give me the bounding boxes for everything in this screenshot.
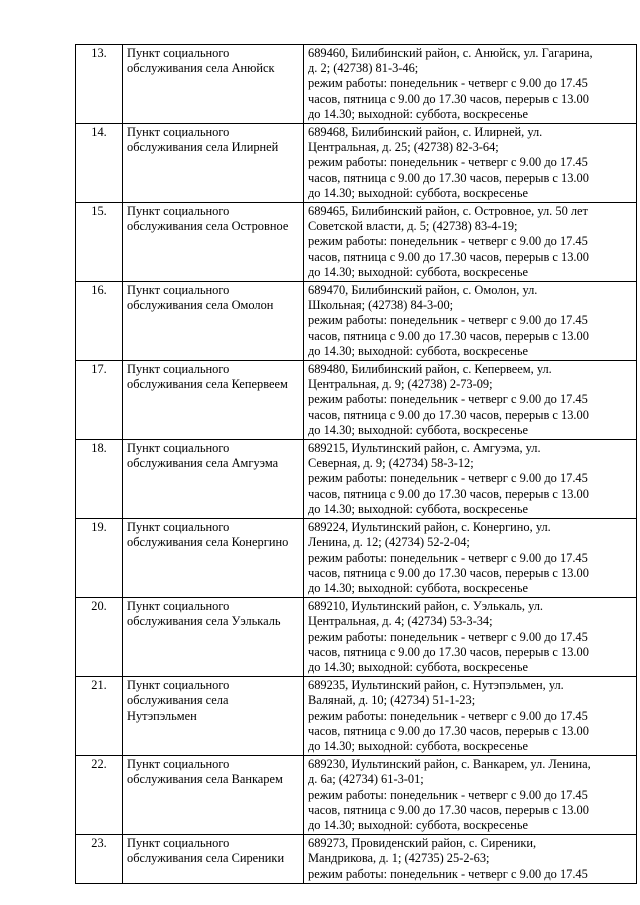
service-point-name-cell: [123, 598, 304, 677]
address-line: 689273, Провиденский район, с. Сиреники,: [308, 836, 537, 851]
table-body: [76, 45, 637, 884]
schedule-line: режим работы: понедельник - четверг с 9.00 до 17.45: [308, 471, 588, 486]
schedule-line: до 14.30; выходной: суббота, воскресенье: [308, 738, 529, 753]
schedule-line: часов, пятница с 9.00 до 17.30 часов, перерыв с 13.00: [308, 328, 589, 343]
row-number: 15.: [91, 204, 107, 219]
service-point-name: Пункт социального обслуживания села Нутэпэльмен: [127, 678, 230, 723]
contact-info-cell: [304, 756, 637, 835]
address-line: д. 6а; (42734) 61-3-01;: [308, 772, 424, 787]
table-row: [76, 361, 637, 440]
address-line: Центральная, д. 4; (42734) 53-3-34;: [308, 614, 493, 629]
address-line: 689465, Билибинский район, с. Островное, ул. 50 лет: [308, 204, 588, 219]
schedule-line: часов, пятница с 9.00 до 17.30 часов, перерыв с 13.00: [308, 249, 589, 264]
contact-info-cell: [304, 519, 637, 598]
contact-info-cell: [304, 203, 637, 282]
address-line: 689230, Иультинский район, с. Ванкарем, ул. Ленина,: [308, 757, 591, 772]
row-number: 13.: [91, 46, 107, 60]
service-point-name-cell: [123, 756, 304, 835]
service-points-table: [75, 44, 637, 884]
service-point-name: Пункт социального обслуживания села Амгуэма: [127, 441, 279, 471]
schedule-line: режим работы: понедельник - четверг с 9.00 до 17.45: [308, 708, 588, 723]
service-point-name-cell: [123, 282, 304, 361]
service-point-name: Пункт социального обслуживания села Кепервеем: [127, 362, 288, 392]
contact-info-cell: [304, 677, 637, 756]
schedule-line: режим работы: понедельник - четверг с 9.00 до 17.45: [308, 392, 588, 407]
service-point-name: Пункт социального обслуживания села Сиреники: [127, 836, 285, 866]
schedule-line: до 14.30; выходной: суббота, воскресенье: [308, 343, 529, 358]
table-row: [76, 203, 637, 282]
address-line: Центральная, д. 25; (42738) 82-3-64;: [308, 140, 499, 155]
schedule-line: часов, пятница с 9.00 до 17.30 часов, перерыв с 13.00: [308, 170, 589, 185]
schedule-line: часов, пятница с 9.00 до 17.30 часов, перерыв с 13.00: [308, 565, 589, 580]
address-line: 689460, Билибинский район, с. Анюйск, ул. Гагарина,: [308, 46, 593, 60]
address-line: 689468, Билибинский район, с. Илирней, ул.: [308, 125, 543, 140]
row-number-cell: [76, 282, 123, 361]
row-number-cell: [76, 598, 123, 677]
address-line: 689215, Иультинский район, с. Амгуэма, ул.: [308, 441, 541, 456]
address-line: Валянай, д. 10; (42734) 51-1-23;: [308, 693, 476, 708]
contact-info-cell: [304, 124, 637, 203]
address-line: д. 2; (42738) 81-3-46;: [308, 61, 419, 76]
service-point-name: Пункт социального обслуживания села Уэлькаль: [127, 599, 281, 629]
contact-info-cell: [304, 835, 637, 884]
contact-info-cell: [304, 282, 637, 361]
schedule-line: часов, пятница с 9.00 до 17.30 часов, перерыв с 13.00: [308, 644, 589, 659]
row-number-cell: [76, 203, 123, 282]
table-row: [76, 282, 637, 361]
row-number-cell: [76, 361, 123, 440]
row-number-cell: [76, 519, 123, 598]
service-point-name-cell: [123, 45, 304, 124]
contact-info-cell: [304, 440, 637, 519]
schedule-line: режим работы: понедельник - четверг с 9.00 до 17.45: [308, 234, 588, 249]
address-line: Центральная, д. 9; (42738) 2-73-09;: [308, 377, 493, 392]
schedule-line: часов, пятница с 9.00 до 17.30 часов, перерыв с 13.00: [308, 486, 589, 501]
schedule-line: часов, пятница с 9.00 до 17.30 часов, перерыв с 13.00: [308, 91, 589, 106]
table-row: [76, 440, 637, 519]
service-point-name-cell: [123, 203, 304, 282]
row-number-cell: [76, 677, 123, 756]
address-line: 689235, Иультинский район, с. Нутэпэльмен, ул.: [308, 678, 564, 693]
row-number-cell: [76, 45, 123, 124]
service-point-name-cell: [123, 677, 304, 756]
schedule-line: до 14.30; выходной: суббота, воскресенье: [308, 659, 529, 674]
row-number: 19.: [91, 520, 107, 535]
address-line: Школьная; (42738) 84-3-00;: [308, 298, 454, 313]
table-row: [76, 835, 637, 884]
row-number-cell: [76, 124, 123, 203]
row-number: 16.: [91, 283, 107, 298]
row-number-cell: [76, 756, 123, 835]
schedule-line: режим работы: понедельник - четверг с 9.00 до 17.45: [308, 155, 588, 170]
schedule-line: режим работы: понедельник - четверг с 9.00 до 17.45: [308, 76, 588, 91]
row-number-cell: [76, 440, 123, 519]
address-line: 689480, Билибинский район, с. Кепервеем, ул.: [308, 362, 552, 377]
service-point-name: Пункт социального обслуживания села Омолон: [127, 283, 274, 313]
service-point-name: Пункт социального обслуживания села Ванкарем: [127, 757, 283, 787]
table-row: [76, 677, 637, 756]
service-point-name: Пункт социального обслуживания села Илирней: [127, 125, 279, 155]
schedule-line: режим работы: понедельник - четверг с 9.00 до 17.45: [308, 629, 588, 644]
schedule-line: часов, пятница с 9.00 до 17.30 часов, перерыв с 13.00: [308, 407, 589, 422]
schedule-line: режим работы: понедельник - четверг с 9.00 до 17.45: [308, 313, 588, 328]
table-row: [76, 756, 637, 835]
schedule-line: до 14.30; выходной: суббота, воскресенье: [308, 264, 529, 279]
schedule-line: режим работы: понедельник - четверг с 9.00 до 17.45: [308, 550, 588, 565]
schedule-line: часов, пятница с 9.00 до 17.30 часов, перерыв с 13.00: [308, 802, 589, 817]
address-line: Мандрикова, д. 1; (42735) 25-2-63;: [308, 851, 490, 866]
contact-info-cell: [304, 45, 637, 124]
address-line: 689210, Иультинский район, с. Уэлькаль, ул.: [308, 599, 544, 614]
table-row: [76, 519, 637, 598]
row-number: 17.: [91, 362, 107, 377]
schedule-line: до 14.30; выходной: суббота, воскресенье: [308, 817, 529, 832]
service-point-name-cell: [123, 519, 304, 598]
address-line: 689470, Билибинский район, с. Омолон, ул.: [308, 283, 538, 298]
row-number: 23.: [91, 836, 107, 851]
table-row: [76, 45, 637, 124]
service-point-name-cell: [123, 361, 304, 440]
contact-info-cell: [304, 361, 637, 440]
service-point-name: Пункт социального обслуживания села Конергино: [127, 520, 289, 550]
service-point-name: Пункт социального обслуживания села Анюйск: [127, 46, 275, 76]
row-number: 22.: [91, 757, 107, 772]
address-line: Северная, д. 9; (42734) 58-3-12;: [308, 456, 474, 471]
row-number: 14.: [91, 125, 107, 140]
schedule-line: до 14.30; выходной: суббота, воскресенье: [308, 580, 529, 595]
row-number: 20.: [91, 599, 107, 614]
service-point-name: Пункт социального обслуживания села Островное: [127, 204, 289, 234]
schedule-line: до 14.30; выходной: суббота, воскресенье: [308, 501, 529, 516]
service-point-name-cell: [123, 124, 304, 203]
schedule-line: до 14.30; выходной: суббота, воскресенье: [308, 106, 529, 121]
schedule-line: до 14.30; выходной: суббота, воскресенье: [308, 185, 529, 200]
address-line: 689224, Иультинский район, с. Конергино, ул.: [308, 520, 551, 535]
contact-info-cell: [304, 598, 637, 677]
service-point-name-cell: [123, 835, 304, 884]
schedule-line: режим работы: понедельник - четверг с 9.00 до 17.45: [308, 866, 588, 881]
row-number: 18.: [91, 441, 107, 456]
schedule-line: часов, пятница с 9.00 до 17.30 часов, перерыв с 13.00: [308, 723, 589, 738]
row-number: 21.: [91, 678, 107, 693]
table-row: [76, 598, 637, 677]
row-number-cell: [76, 835, 123, 884]
service-point-name-cell: [123, 440, 304, 519]
table-row: [76, 124, 637, 203]
address-line: Ленина, д. 12; (42734) 52-2-04;: [308, 535, 470, 550]
address-line: Советской власти, д. 5; (42738) 83-4-19;: [308, 219, 518, 234]
schedule-line: режим работы: понедельник - четверг с 9.00 до 17.45: [308, 787, 588, 802]
schedule-line: до 14.30; выходной: суббота, воскресенье: [308, 422, 529, 437]
